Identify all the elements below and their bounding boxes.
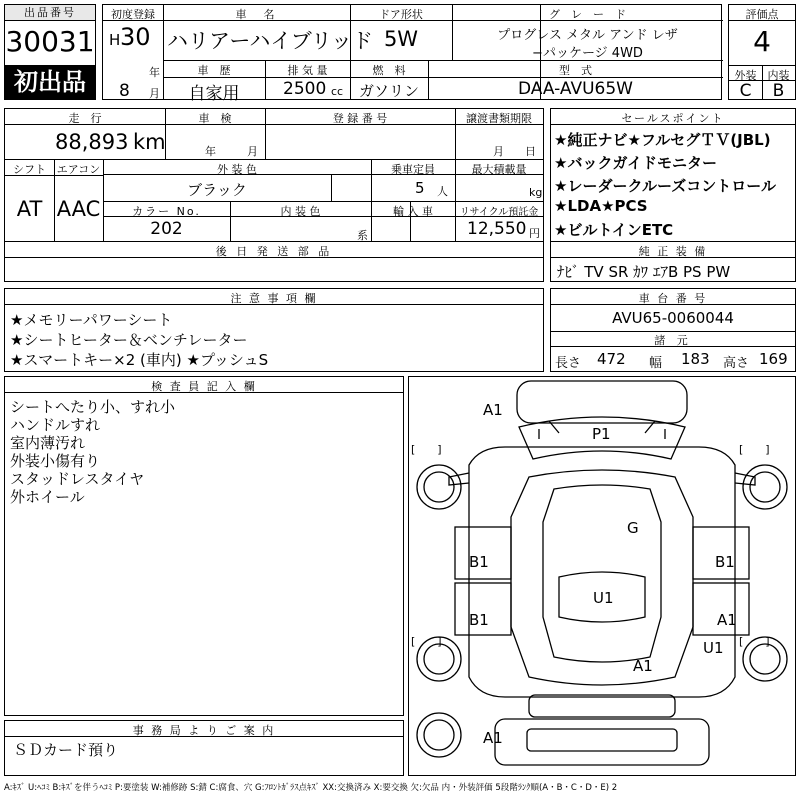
notes-line: ★スマートキー×2 (車内) ★プッシュS [10,351,269,369]
ext-color-label: 外 装 色 [217,163,257,176]
year-unit: 年 [149,66,160,79]
damage-mark: A1 [633,657,653,675]
transfer-month-unit: 月 [493,145,504,158]
bracket-mark: [ ] [411,635,442,648]
chassis-value: AVU65-0060044 [612,309,734,327]
model-label: 型 式 [559,64,592,77]
sales-points-box [550,108,796,282]
office-label: 事 務 局 よ り ご 案 内 [132,724,276,737]
transfer-day-unit: 日 [525,145,536,158]
sales-points-label: セールスポイント [621,112,725,125]
sales-point-item: ★ビルトインETC [554,221,674,239]
notes-label: 注 意 事 項 欄 [230,292,318,305]
damage-mark: P1 [592,425,611,443]
mileage-label: 走 行 [68,112,102,125]
interior-label: 内装 [767,69,790,82]
height-value: 169 [759,350,788,368]
exterior-label: 外装 [734,69,757,82]
inspector-line: ハンドルすれ [10,416,101,434]
equipment-value: ﾅﾋﾞ TV SR ｶﾜ ｴｱB PS PW [557,263,731,281]
inspector-line: 外装小傷有り [10,452,101,470]
ac-value: AAC [56,197,101,221]
bracket-mark: [ ] [411,443,442,456]
damage-mark: U1 [703,639,724,657]
recycle-unit: 円 [529,227,540,240]
office-box [4,720,404,776]
chassis-box [550,288,796,372]
fuel-label: 燃 料 [372,64,406,77]
damage-mark: U1 [593,589,614,607]
lot-number-box [4,4,96,100]
grade-line2: −パッケージ 4WD [532,46,643,61]
notes-box [4,288,544,372]
sales-point-item: ★LDA★PCS [554,197,648,215]
first-listing-badge: 初出品 [5,65,95,99]
shift-value: AT [16,197,43,221]
recycle-label: リサイクル預託金 [459,207,539,218]
equipment-label: 純 正 装 備 [638,245,708,258]
damage-mark: A1 [483,401,503,419]
month-value: 8 [119,81,130,101]
height-label: 高さ [723,356,750,371]
max-load-unit: kg [529,186,543,199]
damage-mark: A1 [717,611,737,629]
year-value: 30 [120,23,151,51]
recycle-value: 12,550 [467,219,527,239]
notes-line: ★メモリーパワーシート [10,311,173,329]
exterior-value: C [739,81,752,101]
office-value: ＳＤカード預り [13,741,119,759]
later-parts-label: 後 日 発 送 部 品 [215,245,333,258]
bracket-mark: [ ] [739,635,770,648]
int-color-label: 内 装 色 [280,205,321,218]
sales-point-item: ★バックガイドモニター [554,154,717,172]
bracket-mark: [ ] [739,443,770,456]
reg-no-label: 登 録 番 号 [332,112,388,125]
grade-label: グ レ ー ド [549,8,626,21]
damage-mark: B1 [469,553,489,571]
door-label: ドア形状 [379,8,423,21]
displacement-unit: cc [331,85,344,98]
damage-mark: B1 [715,553,735,571]
model-value: DAA-AVU65W [518,79,633,99]
lot-number-label: 出品番号 [5,5,95,21]
damage-mark: B1 [469,611,489,629]
first-reg-label: 初度登録 [111,8,155,21]
width-label: 幅 [649,356,663,371]
sales-point-item: ★レーダークルーズコントロール [554,177,776,195]
length-label: 長さ [555,356,582,371]
seats-unit: 人 [437,185,448,198]
score-value: 4 [753,25,771,58]
score-label: 評価点 [745,8,779,21]
month-unit: 月 [149,87,160,100]
car-name-label: 車 名 [235,8,278,21]
inspection-year-unit: 年 [205,145,216,158]
inspector-box [4,376,404,716]
mileage-value: 88,893 [55,130,129,154]
legend: A:ｷｽﾞ U:ﾍｺﾐ B:ｷｽﾞを伴うﾍｺﾐ P:要塗装 W:補修跡 S:錆 C:腐食、穴 G:ﾌﾛﾝﾄｶﾞﾗｽ点ｷｽﾞ XX:交換済み X:要交換 欠:欠品 内・外装評価 5段階ﾗﾝｸ順(A・B・C・D・E) 2 [4,783,618,793]
score-box [728,4,796,100]
inspector-line: シートへたり小、すれ小 [10,398,176,416]
header-grid [102,4,722,104]
lot-number: 30031 [5,25,95,58]
sales-point-item: ★純正ナビ★フルセグＴＶ(JBL) [554,131,771,149]
notes-line: ★シートヒーター＆ベンチレーター [10,331,248,349]
dims-label: 諸 元 [654,334,692,347]
length-value: 472 [597,350,626,368]
chassis-label: 車 台 番 号 [638,292,708,305]
inspector-line: 室内薄汚れ [10,434,86,452]
damage-mark: A1 [483,729,503,747]
seats-value: 5 [415,179,425,197]
transfer-label: 譲渡書類期限 [466,112,532,125]
inspector-line: スタッドレスタイヤ [10,470,145,488]
mileage-unit: km [133,130,166,154]
int-color-unit: 系 [357,229,368,242]
grade-line1: プログレス メタル アンド レザ [497,28,678,43]
shift-label: シフト [13,163,46,176]
fuel-value: ガソリン [358,82,419,100]
inspection-month-unit: 月 [247,145,258,158]
history-value: 自家用 [188,84,240,104]
inspector-label: 検 査 員 記 入 欄 [151,380,257,393]
width-value: 183 [681,350,710,368]
ext-color-value: ブラック [187,181,247,199]
door-value: 5W [383,27,419,51]
displacement-value: 2500 [283,79,327,99]
max-load-label: 最大積載量 [471,163,527,176]
car-diagram [408,376,796,776]
car-name: ハリアーハイブリッド [167,29,374,53]
vehicle-details [4,108,544,282]
inspector-line: 外ホイール [10,488,85,506]
color-no-label: カラー No. [132,205,201,218]
ac-label: エアコン [56,163,101,176]
inspection-label: 車 検 [198,112,232,125]
era: H [109,31,121,49]
import-label: 輸 入 車 [393,205,433,218]
history-label: 車 歴 [197,64,231,77]
color-no-value: 202 [150,219,183,239]
interior-value: B [772,81,785,101]
damage-mark: G [627,519,639,537]
seats-label: 乗車定員 [391,163,435,176]
displacement-label: 排 気 量 [287,64,328,77]
